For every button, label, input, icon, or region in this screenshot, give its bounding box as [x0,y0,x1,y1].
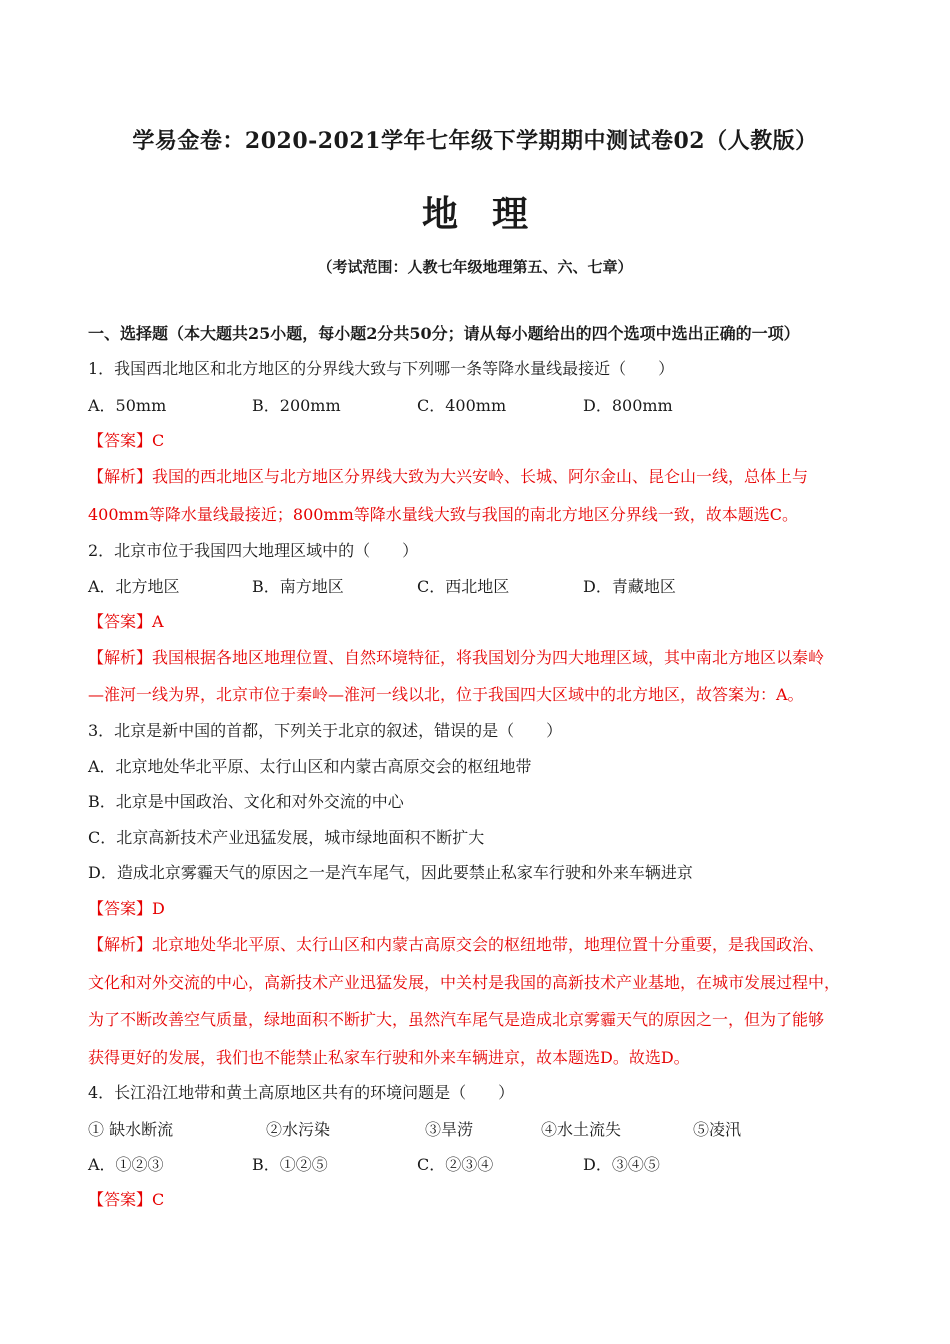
question-4-option-a: A．①②③ [88,1155,164,1174]
question-4-option-b: B．①②⑤ [252,1155,328,1174]
question-1-analysis-line-1: 【解析】我国的西北地区与北方地区分界线大致为大兴安岭、长城、阿尔金山、昆仑山一线，总体上与 [88,467,809,486]
question-1-option-c: C．400mm [417,396,507,415]
question-4-option-c: C．②③④ [417,1155,494,1174]
question-3-analysis-line-3: 为了不断改善空气质量，绿地面积不断扩大，虽然汽车尾气是造成北京雾霾天气的原因之一，但为了能够 [88,1010,825,1029]
question-4-answer: 【答案】C [88,1190,165,1209]
question-2-option-d: D．青藏地区 [583,577,676,596]
question-3-analysis-line-4: 获得更好的发展，我们也不能禁止私家车行驶和外来车辆进京，故本题选D。故选D。 [88,1048,690,1067]
question-4-stem: 4．长江沿江地带和黄土高原地区共有的环境问题是（ ） [88,1083,515,1102]
question-1-analysis-line-2: 400mm等降水量线最接近；800mm等降水量线大致与我国的南北方地区分界线一致，故本题选C。 [88,505,799,524]
question-2-answer: 【答案】A [88,612,164,631]
question-3-stem: 3．北京是新中国的首都，下列关于北京的叙述，错误的是（ ） [88,721,563,740]
question-2-analysis-line-2: —淮河一线为界，北京市位于秦岭—淮河一线以北，位于我国四大区域中的北方地区，故答案为：A。 [88,685,804,704]
question-4-item-2: ②水污染 [266,1120,331,1139]
question-4-item-4: ④水土流失 [541,1120,622,1139]
question-4-option-d: D．③④⑤ [583,1155,660,1174]
question-3-analysis-line-1: 【解析】北京地处华北平原、太行山区和内蒙古高原交会的枢纽地带，地理位置十分重要，是我国政治、 [88,935,825,954]
question-1-answer: 【答案】C [88,431,165,450]
question-4-item-5: ⑤凌汛 [693,1120,742,1139]
question-3-option-b: B．北京是中国政治、文化和对外交流的中心 [88,792,404,811]
question-2-option-b: B．南方地区 [252,577,344,596]
subject-title: 地理 [421,193,562,235]
question-3-option-d: D．造成北京雾霾天气的原因之一是汽车尾气，因此要禁止私家车行驶和外来车辆进京 [88,863,693,882]
question-2-analysis-line-1: 【解析】我国根据各地区地理位置、自然环境特征，将我国划分为四大地理区域，其中南北方地区以秦岭 [88,648,825,667]
document-title: 学易金卷：2020-2021学年七年级下学期期中测试卷02（人教版） [132,128,818,154]
question-3-option-a: A．北京地处华北平原、太行山区和内蒙古高原交会的枢纽地带 [88,757,532,776]
exam-scope: （考试范围：人教七年级地理第五、六、七章） [317,258,633,276]
question-4-item-3: ③旱涝 [425,1120,474,1139]
question-1-option-d: D．800mm [583,396,673,415]
question-2-option-a: A．北方地区 [88,577,180,596]
question-2-option-c: C．西北地区 [417,577,510,596]
question-1-stem: 1．我国西北地区和北方地区的分界线大致与下列哪一条等降水量线最接近（ ） [88,359,675,378]
question-3-answer: 【答案】D [88,899,165,918]
question-4-item-1: ① 缺水断流 [88,1120,174,1139]
question-3-option-c: C．北京高新技术产业迅猛发展，城市绿地面积不断扩大 [88,828,485,847]
question-2-stem: 2．北京市位于我国四大地理区域中的（ ） [88,541,419,560]
question-1-option-a: A．50mm [88,396,167,415]
section-heading: 一、选择题（本大题共25小题，每小题2分共50分；请从每小题给出的四个选项中选出正确的一项） [88,324,800,343]
question-1-option-b: B．200mm [252,396,341,415]
question-3-analysis-line-2: 文化和对外交流的中心，高新技术产业迅猛发展，中关村是我国的高新技术产业基地，在城市发展过程中， [88,973,841,992]
